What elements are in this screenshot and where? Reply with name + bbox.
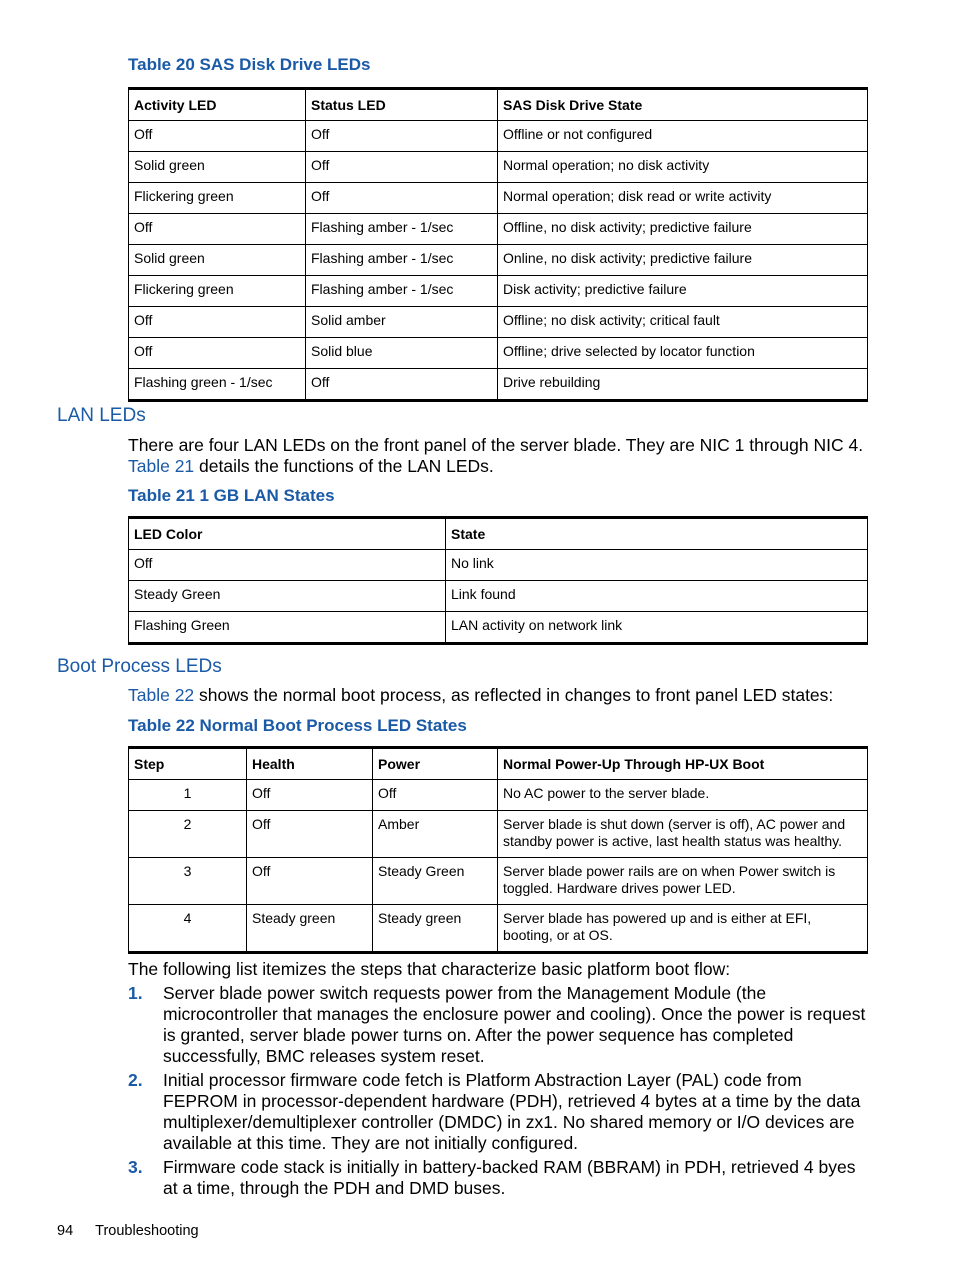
column-header: LED Color: [129, 518, 446, 550]
table-22-link[interactable]: Table 22: [128, 685, 195, 705]
step-cell: 1: [129, 780, 247, 811]
table-cell: Normal operation; disk read or write activity: [498, 183, 868, 214]
column-header: State: [446, 518, 868, 550]
table-row: [129, 338, 868, 369]
table-cell: Drive rebuilding: [498, 369, 868, 401]
table-row: [129, 121, 868, 152]
table-cell: Offline; drive selected by locator function: [498, 338, 868, 369]
table-row: [129, 307, 868, 338]
table-cell: Disk activity; predictive failure: [498, 276, 868, 307]
table-cell: Off: [129, 214, 306, 245]
table-cell: Link found: [446, 581, 868, 612]
page-footer: [57, 1223, 221, 1239]
table-cell: Off: [129, 307, 306, 338]
paragraph-text: There are four LAN LEDs on the front panel of the server blade. They are NIC 1 through NIC 4.: [128, 435, 864, 455]
table-cell: No link: [446, 550, 868, 581]
table-row: [129, 369, 868, 401]
list-number: 2.: [128, 1070, 143, 1090]
list-text: Firmware code stack is initially in battery-backed RAM (BBRAM) in PDH, retrieved 4 byes at a time, through the PDH and DMD buses.: [163, 1157, 856, 1198]
step-cell: 4: [129, 905, 247, 953]
list-item: [128, 1157, 870, 1199]
table-cell: Off: [247, 811, 373, 858]
table-header-row: [129, 748, 868, 780]
boot-process-led-states-table: [128, 746, 868, 954]
table-row: [129, 245, 868, 276]
table-cell: Flashing amber - 1/sec: [306, 276, 498, 307]
boot-process-paragraph: [128, 685, 868, 706]
lan-states-table: [128, 516, 868, 645]
table-cell: Flashing green - 1/sec: [129, 369, 306, 401]
table-cell: Server blade power rails are on when Power switch is toggled. Hardware drives power LED.: [498, 858, 868, 905]
table-cell: Flickering green: [129, 276, 306, 307]
table-row: [129, 276, 868, 307]
table-cell: Flashing amber - 1/sec: [306, 214, 498, 245]
sas-disk-drive-leds-table: [128, 87, 868, 402]
footer-section-title: Troubleshooting: [95, 1223, 199, 1239]
table-row: [129, 811, 868, 858]
page-number: 94: [57, 1223, 74, 1239]
table-cell: Steady Green: [373, 858, 498, 905]
column-header: Power: [373, 748, 498, 780]
boot-flow-list: [128, 983, 870, 1199]
table-row: [129, 550, 868, 581]
table-cell: Offline; no disk activity; critical fault: [498, 307, 868, 338]
paragraph-text: shows the normal boot process, as reflected in changes to front panel LED states:: [194, 685, 834, 705]
column-header: Activity LED: [129, 89, 306, 121]
table-cell: Server blade has powered up and is either at EFI, booting, or at OS.: [498, 905, 868, 953]
table-cell: Amber: [373, 811, 498, 858]
step-cell: 2: [129, 811, 247, 858]
table-cell: Off: [306, 152, 498, 183]
boot-flow-intro: The following list itemizes the steps that characterize basic platform boot flow:: [128, 959, 731, 979]
table-cell: Solid amber: [306, 307, 498, 338]
table-20-caption: Table 20 SAS Disk Drive LEDs: [128, 55, 371, 74]
table-cell: Off: [129, 338, 306, 369]
table-cell: Steady green: [373, 905, 498, 953]
table-header-row: [129, 89, 868, 121]
column-header: Status LED: [306, 89, 498, 121]
table-cell: Off: [306, 183, 498, 214]
table-row: [129, 152, 868, 183]
table-cell: Steady Green: [129, 581, 446, 612]
table-cell: Off: [247, 858, 373, 905]
column-header: Health: [247, 748, 373, 780]
table-cell: Solid green: [129, 152, 306, 183]
list-number: 3.: [128, 1157, 143, 1177]
table-22-caption: Table 22 Normal Boot Process LED States: [128, 716, 467, 735]
list-text: Initial processor firmware code fetch is Platform Abstraction Layer (PAL) code from FEPROM in processor-dependent hardware (PDH), retrieved 4 bytes at a time by the data multiplexer/demultiplexer controller (DMDC) in zx1. No shared memory or I/O devices are available at this time. They are not initially configured.: [163, 1070, 861, 1153]
table-row: [129, 183, 868, 214]
table-row: [129, 780, 868, 811]
table-row: [129, 214, 868, 245]
step-cell: 3: [129, 858, 247, 905]
table-header-row: [129, 518, 868, 550]
column-header: Normal Power-Up Through HP-UX Boot: [498, 748, 868, 780]
table-cell: Solid blue: [306, 338, 498, 369]
table-21-link[interactable]: Table 21: [128, 456, 195, 476]
column-header: SAS Disk Drive State: [498, 89, 868, 121]
list-number: 1.: [128, 983, 143, 1003]
table-cell: Flashing Green: [129, 612, 446, 644]
column-header: Step: [129, 748, 247, 780]
table-cell: Flickering green: [129, 183, 306, 214]
table-cell: Off: [247, 780, 373, 811]
table-row: [129, 612, 868, 644]
table-row: [129, 905, 868, 953]
table-cell: No AC power to the server blade.: [498, 780, 868, 811]
table-row: [129, 858, 868, 905]
table-cell: Normal operation; no disk activity: [498, 152, 868, 183]
table-cell: Steady green: [247, 905, 373, 953]
lan-leds-heading: LAN LEDs: [57, 405, 146, 426]
table-cell: Offline, no disk activity; predictive failure: [498, 214, 868, 245]
table-21-caption: Table 21 1 GB LAN States: [128, 486, 335, 505]
table-cell: Off: [306, 121, 498, 152]
table-cell: Off: [129, 550, 446, 581]
table-row: [129, 581, 868, 612]
table-cell: Online, no disk activity; predictive failure: [498, 245, 868, 276]
list-item: [128, 983, 870, 1067]
list-text: Server blade power switch requests power from the Management Module (the microcontroller that manages the enclosure power and cooling). Once the power is request is granted, server blade power turns on. After the power sequence has completed successfully, BMC releases system reset.: [163, 983, 866, 1066]
table-cell: Solid green: [129, 245, 306, 276]
table-cell: Off: [373, 780, 498, 811]
lan-leds-paragraph: [128, 435, 868, 477]
table-cell: Off: [129, 121, 306, 152]
table-cell: Off: [306, 369, 498, 401]
table-cell: LAN activity on network link: [446, 612, 868, 644]
table-cell: Flashing amber - 1/sec: [306, 245, 498, 276]
paragraph-text: details the functions of the LAN LEDs.: [194, 456, 494, 476]
table-cell: Offline or not configured: [498, 121, 868, 152]
list-item: [128, 1070, 870, 1154]
table-cell: Server blade is shut down (server is off), AC power and standby power is active, last health status was healthy.: [498, 811, 868, 858]
boot-process-leds-heading: Boot Process LEDs: [57, 656, 222, 677]
